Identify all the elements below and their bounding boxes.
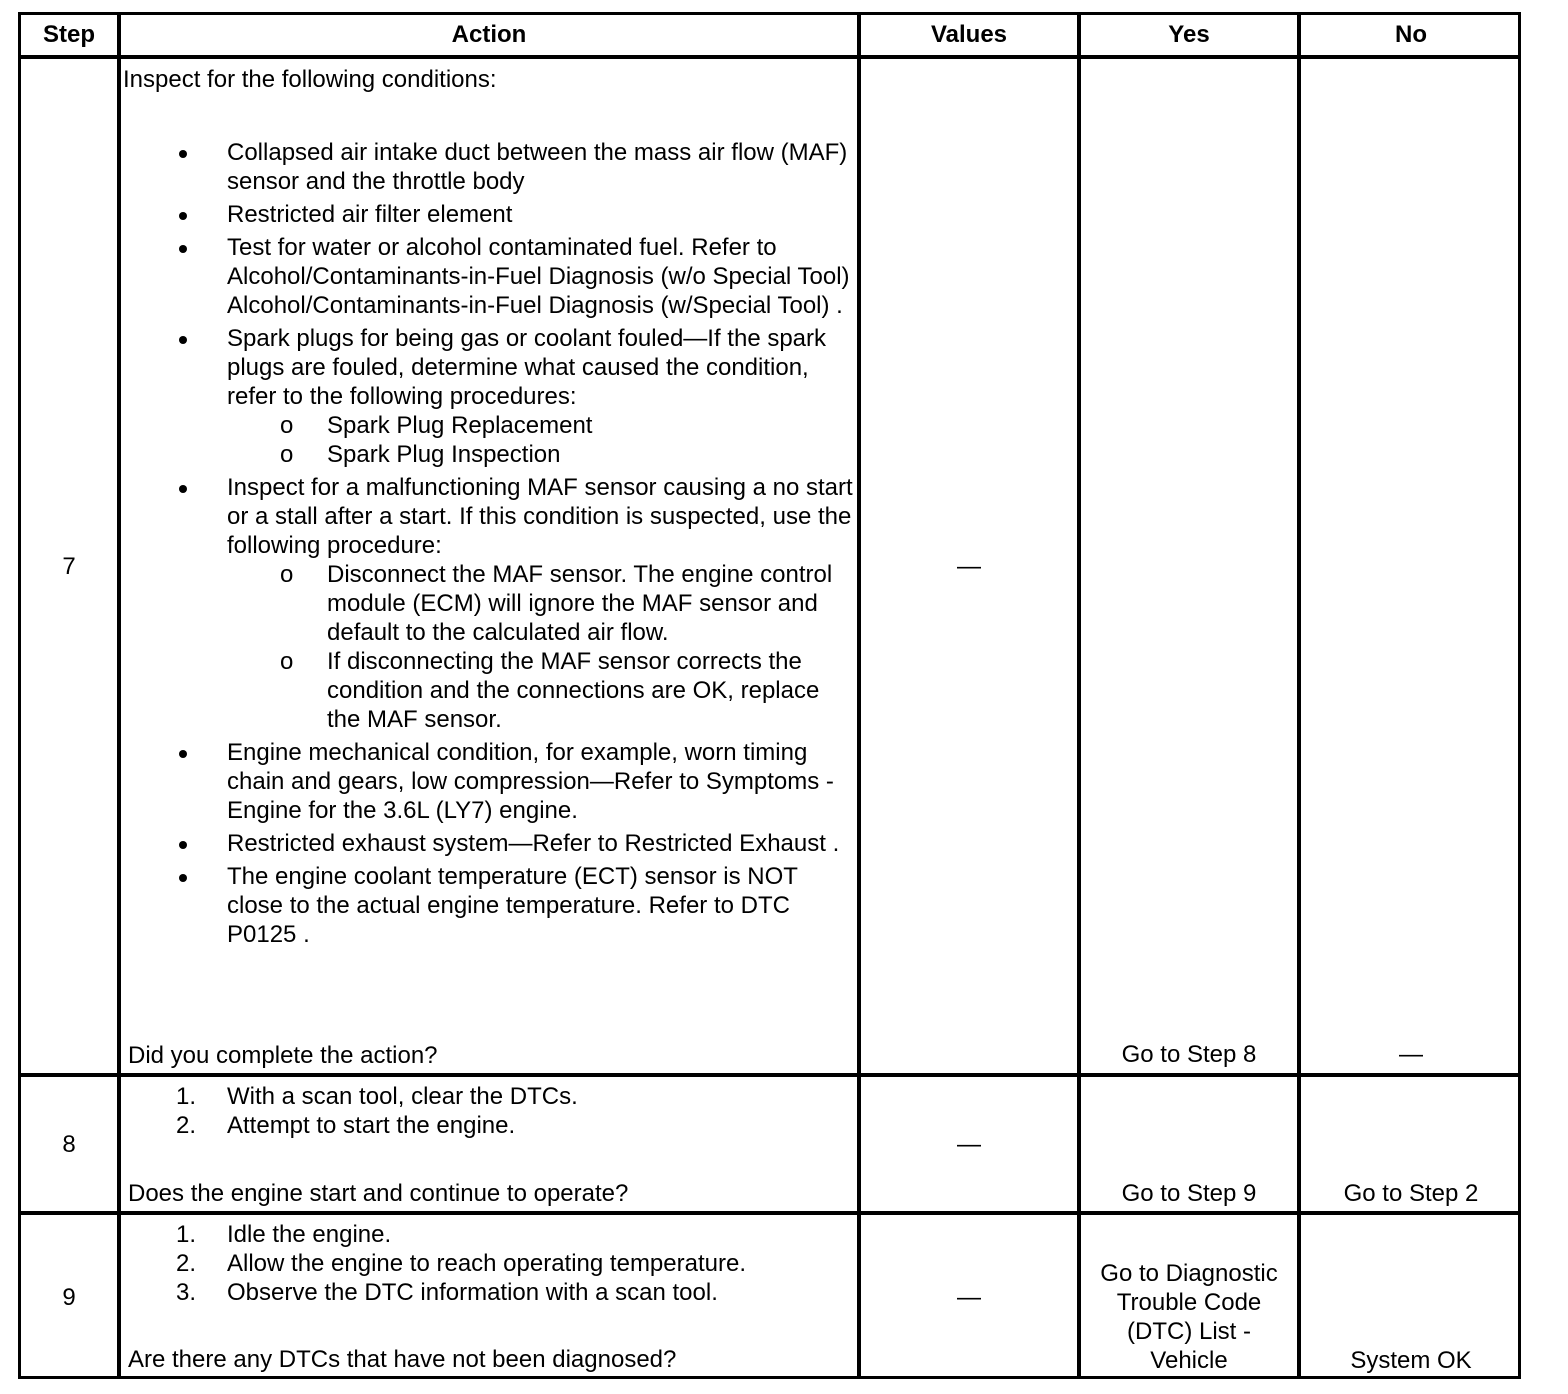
numbered-item (123, 1082, 858, 1111)
no-link[interactable]: Go to Step 2 (1343, 1180, 1479, 1207)
item-text: Idle the engine. (227, 1221, 392, 1248)
sub-bullet-marker: o (280, 648, 294, 675)
action-cell (123, 65, 858, 949)
no-cell: System OK (1350, 1347, 1472, 1374)
item-text: Allow the engine to reach operating temperature. (227, 1250, 746, 1277)
sub-list-item (123, 647, 858, 734)
action-cell (123, 1082, 858, 1140)
sub-item-text: Spark Plug Inspection (327, 441, 561, 468)
yes-link[interactable]: Go to Diagnostic Trouble Code (DTC) List - Vehicle (1100, 1260, 1278, 1374)
step-number: 7 (62, 552, 76, 580)
item-number: 1. (176, 1221, 197, 1248)
list-item: Restricted air filter element (123, 200, 858, 229)
header-values: Values (930, 21, 1008, 48)
action-intro: Inspect for the following conditions: (123, 66, 497, 93)
step-number: 9 (62, 1283, 76, 1311)
no-cell: — (1399, 1041, 1423, 1068)
item-number: 1. (176, 1083, 197, 1110)
item-text: With a scan tool, clear the DTCs. (227, 1083, 578, 1110)
yes-link[interactable]: Go to Step 9 (1121, 1180, 1257, 1207)
item-text: Attempt to start the engine. (227, 1112, 516, 1139)
numbered-item (123, 1111, 858, 1140)
action-question: Are there any DTCs that have not been diagnosed? (128, 1346, 677, 1373)
sub-bullet-marker: o (280, 441, 294, 468)
sub-bullet-marker: o (280, 412, 294, 439)
sub-list-item (123, 411, 858, 440)
header-yes: Yes (1168, 21, 1210, 48)
yes-link[interactable]: Go to Step 8 (1121, 1041, 1257, 1068)
header-action: Action (451, 21, 527, 48)
action-question: Does the engine start and continue to operate? (128, 1180, 629, 1207)
sub-item-text: If disconnecting the MAF sensor corrects the condition and the connections are OK, replace the MAF sensor. (327, 648, 820, 733)
item-text: Observe the DTC information with a scan tool. (227, 1279, 718, 1306)
numbered-item (123, 1249, 858, 1278)
row-divider (21, 1211, 1518, 1215)
action-cell (123, 1220, 858, 1307)
list-item: Engine mechanical condition, for example, worn timing chain and gears, low compression—Refer to Symptoms - Engine for the 3.6L (LY7) engine. (123, 738, 858, 825)
values-cell: — (957, 552, 981, 580)
header-step: Step (42, 21, 95, 48)
sub-item-text: Spark Plug Replacement (327, 412, 593, 439)
values-cell: — (957, 1283, 981, 1311)
item-number: 2. (176, 1112, 197, 1139)
action-question: Did you complete the action? (128, 1042, 438, 1069)
column-divider (117, 15, 121, 1376)
list-item: Inspect for a malfunctioning MAF sensor causing a no start or a stall after a start. If this condition is suspected, use the following procedure: (123, 473, 858, 560)
sub-list-item (123, 560, 858, 647)
header-no: No (1395, 21, 1427, 48)
numbered-item (123, 1220, 858, 1249)
values-cell: — (957, 1130, 981, 1158)
item-number: 2. (176, 1250, 197, 1277)
list-item: Test for water or alcohol contaminated fuel. Refer to Alcohol/Contaminants-in-Fuel Diagnosis (w/o Special Tool) Alcohol/Contaminants-in-Fuel Diagnosis (w/Special Tool) . (123, 233, 858, 320)
list-item: The engine coolant temperature (ECT) sensor is NOT close to the actual engine temperature. Refer to DTC P0125 . (123, 862, 858, 949)
sub-bullet-marker: o (280, 561, 294, 588)
numbered-item (123, 1278, 858, 1307)
item-number: 3. (176, 1279, 197, 1306)
list-item: Restricted exhaust system—Refer to Restricted Exhaust . (123, 829, 858, 858)
sub-list-item (123, 440, 858, 469)
list-item: Spark plugs for being gas or coolant fouled—If the spark plugs are fouled, determine what caused the condition, refer to the following procedures: (123, 324, 858, 411)
step-number: 8 (62, 1130, 76, 1158)
diagnostic-table (18, 12, 1521, 1379)
sub-item-text: Disconnect the MAF sensor. The engine control module (ECM) will ignore the MAF sensor and default to the calculated air flow. (327, 561, 833, 646)
list-item: Collapsed air intake duct between the mass air flow (MAF) sensor and the throttle body (123, 138, 858, 196)
